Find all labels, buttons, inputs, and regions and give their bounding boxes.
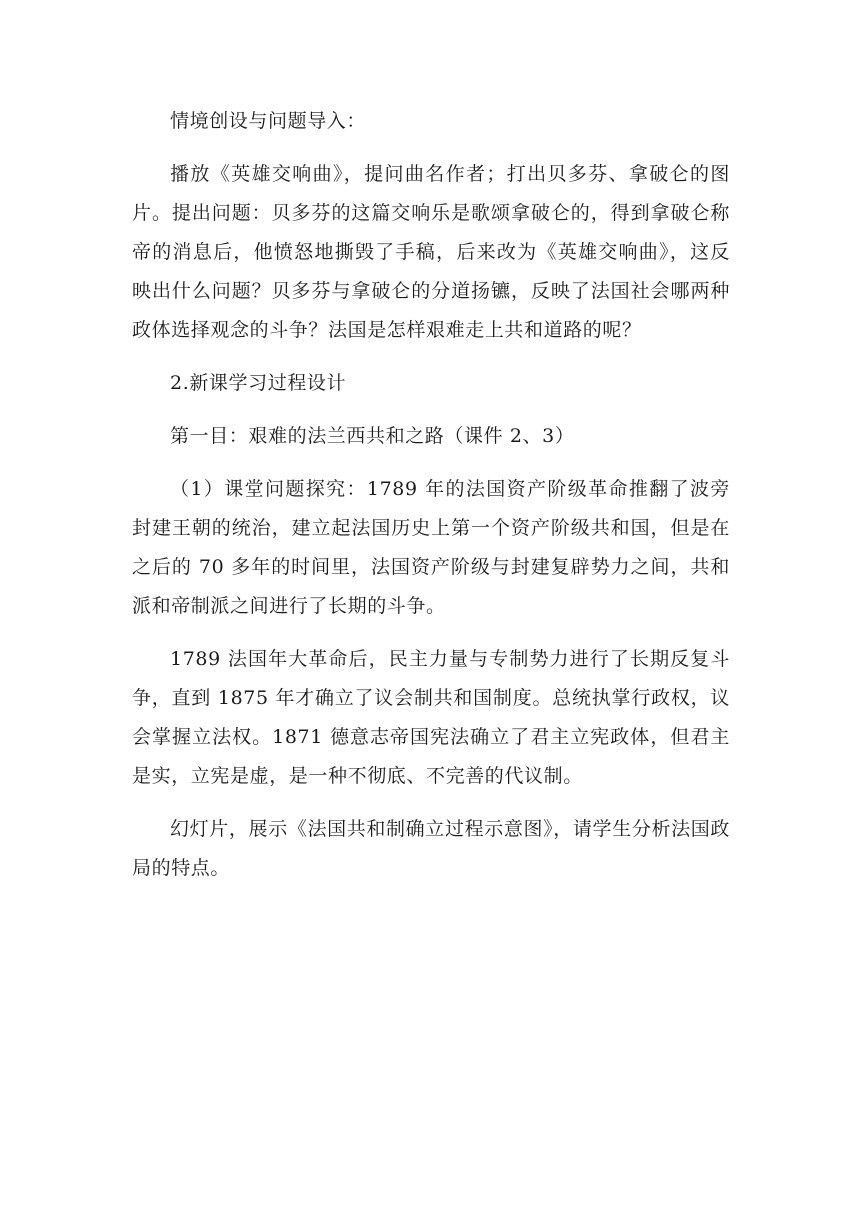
paragraph-inquiry: （1）课堂问题探究：1789 年的法国资产阶级革命推翻了波旁封建王朝的统治，建立起法国历史上第一个资产阶级共和国，但是在之后的 70 多年的时间里，法国资产阶级与封建复辟势力之间，共和派和帝制派之间进行了长期的斗争。	[132, 478, 730, 617]
paragraph-intro-question: 播放《英雄交响曲》，提问曲名作者；打出贝多芬、拿破仑的图片。提出问题：贝多芬的这篇交响乐是歌颂拿破仑的，得到拿破仑称帝的消息后，他愤怒地撕毁了手稿，后来改为《英雄交响曲》，这反映出什么问题？贝多芬与拿破仑的分道扬镳，反映了法国社会哪两种政体选择观念的斗争？法国是怎样艰难走上共和道路的呢？	[132, 163, 730, 341]
section-heading-scenario: 情境创设与问题导入：	[170, 110, 367, 132]
subsection-heading-first-item: 第一目：艰难的法兰西共和之路（课件 2、3）	[170, 425, 575, 447]
paragraph-slide: 幻灯片，展示《法国共和制确立过程示意图》，请学生分析法国政局的特点。	[132, 818, 730, 879]
document-body	[132, 102, 730, 888]
section-heading-new-lesson: 2.新课学习过程设计	[170, 372, 347, 394]
paragraph-revolution: 1789 法国年大革命后，民主力量与专制势力进行了长期反复斗争，直到 1875 年才确立了议会制共和国制度。总统执掌行政权，议会掌握立法权。1871 德意志帝国宪法确立了君主立宪政体，但君主是实，立宪是虚，是一种不彻底、不完善的代议制。	[132, 648, 730, 787]
